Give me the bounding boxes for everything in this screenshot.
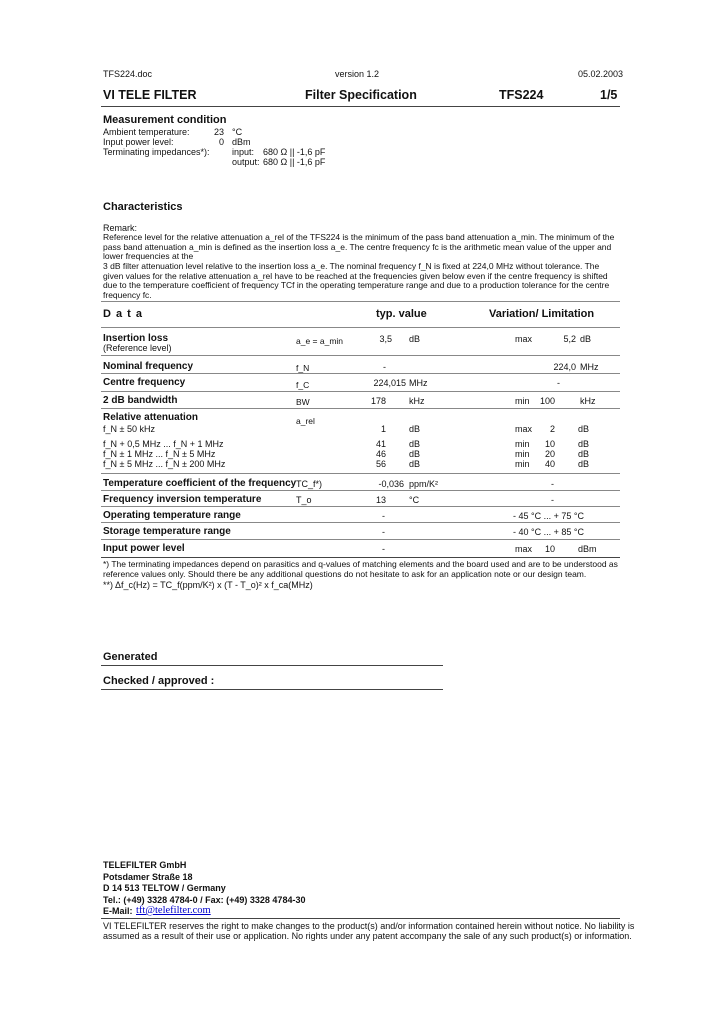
impedance-label: Terminating impedances*): xyxy=(103,147,210,157)
temperature-coefficient-typ-unit: ppm/K² xyxy=(409,479,439,489)
row-bandwidth: 2 dB bandwidth xyxy=(103,395,178,406)
attenuation-lim-unit-1: dB xyxy=(578,424,590,434)
storage-range-lim: - 40 °C ... + 85 °C xyxy=(513,527,584,537)
impedance-input-value: 680 Ω || -1,6 pF xyxy=(263,147,326,157)
attenuation-lim-unit-3: dB xyxy=(578,449,590,459)
footer-city: D 14 513 TELTOW / Germany xyxy=(103,883,226,893)
checked-label: Checked / approved : xyxy=(103,675,215,687)
attenuation-lim-2: 10 xyxy=(544,439,555,449)
row-operating-range: Operating temperature range xyxy=(103,510,241,521)
footnote-impedance: *) The terminating impedances depend on parasitics and q-values of matching elements and the board used and are to be understood as reference values only. Should there be any additional questions do not hesitate to ask for an application note or our design team. xyxy=(103,559,618,579)
attenuation-lim-unit-4: dB xyxy=(578,459,590,469)
attenuation-lim-unit-2: dB xyxy=(578,439,590,449)
inversion-temperature-typ: 13 xyxy=(375,495,386,505)
row-rule xyxy=(101,522,620,523)
row-relative-attenuation: Relative attenuation xyxy=(103,412,199,423)
nominal-frequency-symbol: f_N xyxy=(296,363,310,373)
remark-paragraph-1: Reference level for the relative attenuation a_rel of the TFS224 is the minimum of the pass band attenuation a_min. The minimum of the pass band attenuation a_min is defined as the insertion loss a_e. The centre frequency fc is the arithmetic mean value of the upper and lower frequencies at the xyxy=(103,232,615,262)
attenuation-typ-unit-3: dB xyxy=(409,449,421,459)
attenuation-condition-1: f_N ± 50 kHz xyxy=(103,424,155,434)
company-header: VI TELE FILTER xyxy=(103,88,197,102)
input-power-lim-kind: max xyxy=(515,544,533,554)
centre-frequency-typ-unit: MHz xyxy=(409,378,428,388)
footer-email-link[interactable]: tft@telefilter.com xyxy=(136,905,211,916)
temperature-coefficient-lim: - xyxy=(551,479,554,489)
header-rule xyxy=(101,106,620,107)
impedance-output-label: output: xyxy=(232,157,260,167)
bandwidth-lim-unit: kHz xyxy=(580,396,596,406)
footer-email-label: E-Mail: xyxy=(103,906,133,916)
row-rule xyxy=(101,373,620,374)
input-power-lim-unit: dBm xyxy=(578,544,597,554)
row-insertion-loss-sub: (Reference level) xyxy=(103,343,172,353)
attenuation-typ-1: 1 xyxy=(380,424,386,434)
input-power-typ: - xyxy=(382,544,385,554)
bandwidth-lim-kind: min xyxy=(515,396,530,406)
attenuation-lim-3: 20 xyxy=(544,449,555,459)
doc-title: Filter Specification xyxy=(305,88,417,102)
col-header-variation: Variation/ Limitation xyxy=(489,308,595,320)
attenuation-lim-kind-4: min xyxy=(515,459,530,469)
table-bottom-rule xyxy=(101,557,620,558)
attenuation-typ-4: 56 xyxy=(375,459,386,469)
footer-company: TELEFILTER GmbH xyxy=(103,860,187,870)
insertion-loss-typ-unit: dB xyxy=(409,334,421,344)
row-rule xyxy=(101,355,620,356)
row-rule xyxy=(101,408,620,409)
remark-paragraph-2: 3 dB filter attenuation level relative to the insertion loss a_e. The nominal frequency f_N is fixed at 224,0 MHz without tolerance. The given values for the relative attenuation a_rel have to be reached at the frequencies given below even if the centre frequency is shifted due to the temperature coefficient of frequency TCf in the operating temperature range and due to a production tolerance for the centre frequency fc. xyxy=(103,261,610,300)
row-inversion-temperature: Frequency inversion temperature xyxy=(103,494,262,505)
row-centre-frequency: Centre frequency xyxy=(103,377,186,388)
bandwidth-lim: 100 xyxy=(539,396,555,406)
ambient-label: Ambient temperature: xyxy=(103,127,190,137)
operating-range-lim: - 45 °C ... + 75 °C xyxy=(513,511,584,521)
row-insertion-loss: Insertion loss xyxy=(103,333,169,344)
page-number: 1/5 xyxy=(600,88,618,102)
inversion-temperature-typ-unit: °C xyxy=(409,495,420,505)
characteristics-heading: Characteristics xyxy=(103,201,183,213)
generated-signature-line xyxy=(101,665,443,666)
inversion-temperature-lim: - xyxy=(551,495,554,505)
operating-range-typ: - xyxy=(382,511,385,521)
ambient-unit: °C xyxy=(232,127,243,137)
attenuation-typ-3: 46 xyxy=(375,449,386,459)
footer-disclaimer-2: assumed as a result of their use or application. No rights under any patent accompany the sale of any such product(s) or information. xyxy=(103,931,632,941)
footer-phone: Tel.: (+49) 3328 4784-0 / Fax: (+49) 3328 4784-30 xyxy=(103,895,306,905)
footer-rule xyxy=(101,918,620,919)
attenuation-lim-kind-1: max xyxy=(515,424,533,434)
attenuation-lim-4: 40 xyxy=(544,459,555,469)
centre-frequency-lim: - xyxy=(557,378,560,388)
col-header-data: D a t a xyxy=(103,308,144,320)
footer-disclaimer-1: VI TELEFILTER reserves the right to make changes to the product(s) and/or information contained herein without notice. No liability is xyxy=(103,921,635,931)
row-nominal-frequency: Nominal frequency xyxy=(103,361,194,372)
insertion-loss-symbol: a_e = a_min xyxy=(296,336,344,346)
attenuation-condition-3: f_N ± 1 MHz ... f_N ± 5 MHz xyxy=(103,449,216,459)
attenuation-lim-1: 2 xyxy=(549,424,555,434)
row-input-power: Input power level xyxy=(103,543,185,554)
inversion-temperature-symbol: T_o xyxy=(296,495,312,505)
nominal-frequency-lim-unit: MHz xyxy=(580,362,599,372)
attenuation-typ-unit-2: dB xyxy=(409,439,421,449)
nominal-frequency-lim: 224,0 xyxy=(553,362,576,372)
row-rule xyxy=(101,490,620,491)
temperature-coefficient-typ: -0,036 xyxy=(378,479,404,489)
attenuation-lim-kind-2: min xyxy=(515,439,530,449)
temperature-coefficient-symbol: TC_f*) xyxy=(296,479,323,489)
attenuation-typ-unit-1: dB xyxy=(409,424,421,434)
centre-frequency-symbol: f_C xyxy=(296,380,310,390)
footnote-formula: **) Δf_c(Hz) = TC_f(ppm/K²) x (T - T_o)² x f_ca(MHz) xyxy=(103,580,313,590)
attenuation-condition-4: f_N ± 5 MHz ... f_N ± 200 MHz xyxy=(103,459,226,469)
row-rule xyxy=(101,473,620,474)
attenuation-lim-kind-3: min xyxy=(515,449,530,459)
remark-label: Remark: xyxy=(103,223,138,233)
insertion-loss-lim-unit: dB xyxy=(580,334,592,344)
input-power-lim: 10 xyxy=(544,544,555,554)
file-name: TFS224.doc xyxy=(103,69,153,79)
generated-label: Generated xyxy=(103,651,158,663)
centre-frequency-typ: 224,015 xyxy=(373,378,406,388)
attenuation-condition-2: f_N + 0,5 MHz ... f_N + 1 MHz xyxy=(103,439,224,449)
relative-attenuation-symbol: a_rel xyxy=(296,416,315,426)
row-rule xyxy=(101,539,620,540)
storage-range-typ: - xyxy=(382,527,385,537)
row-storage-range: Storage temperature range xyxy=(103,526,231,537)
version: version 1.2 xyxy=(335,69,380,79)
footer-street: Potsdamer Straße 18 xyxy=(103,872,193,882)
impedance-output-value: 680 Ω || -1,6 pF xyxy=(263,157,326,167)
power-label: Input power level: xyxy=(103,137,174,147)
bandwidth-symbol: BW xyxy=(296,397,310,407)
row-temperature-coefficient: Temperature coefficient of the frequency xyxy=(103,478,297,489)
insertion-loss-lim: 5,2 xyxy=(563,334,576,344)
bandwidth-typ-unit: kHz xyxy=(409,396,425,406)
measurement-heading: Measurement condition xyxy=(103,114,227,126)
row-rule xyxy=(101,506,620,507)
power-value: 0 xyxy=(218,137,224,147)
checked-signature-line xyxy=(101,689,443,690)
ambient-value: 23 xyxy=(213,127,224,137)
row-rule xyxy=(101,391,620,392)
attenuation-typ-2: 41 xyxy=(375,439,386,449)
insertion-loss-typ: 3,5 xyxy=(379,334,392,344)
nominal-frequency-typ: - xyxy=(383,362,386,372)
part-number: TFS224 xyxy=(499,88,544,102)
impedance-input-label: input: xyxy=(232,147,255,157)
table-top-rule xyxy=(101,301,620,302)
table-header-rule xyxy=(101,327,620,328)
insertion-loss-lim-kind: max xyxy=(515,334,533,344)
attenuation-typ-unit-4: dB xyxy=(409,459,421,469)
date: 05.02.2003 xyxy=(578,69,624,79)
col-header-typ: typ. value xyxy=(376,308,427,320)
power-unit: dBm xyxy=(232,137,251,147)
bandwidth-typ: 178 xyxy=(370,396,386,406)
